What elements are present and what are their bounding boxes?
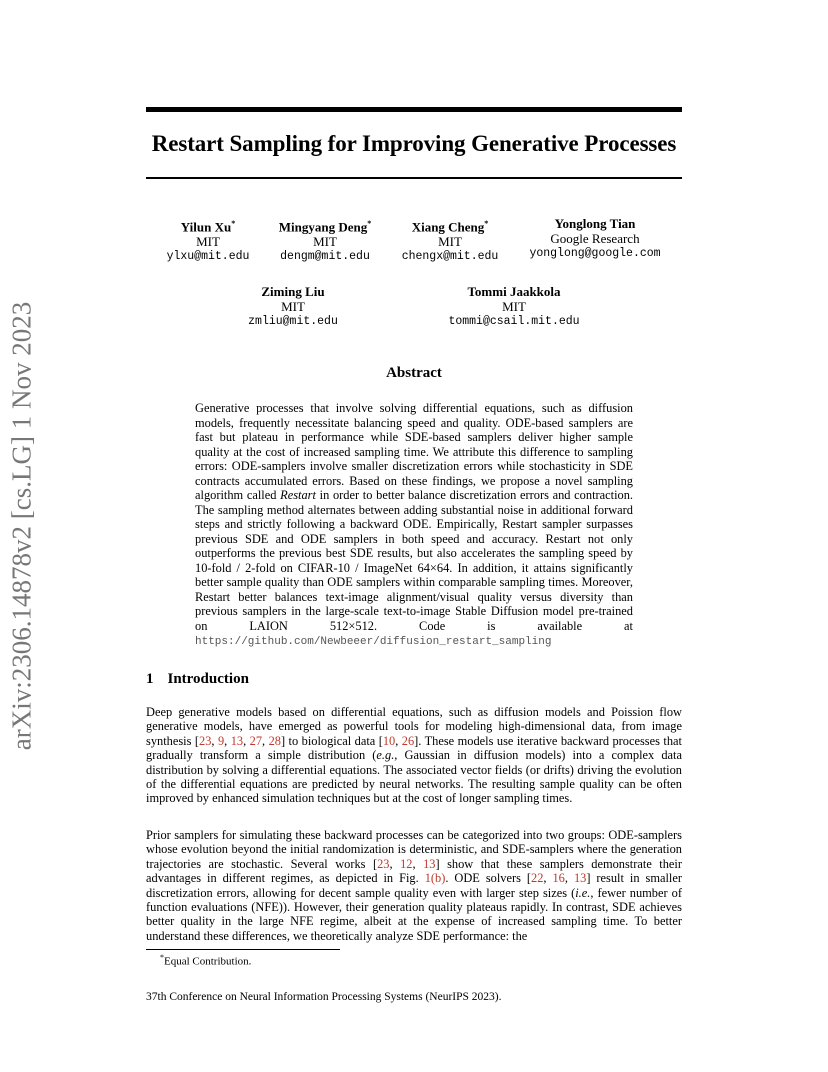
citation-link[interactable]: 12 [400, 856, 413, 871]
author-block [392, 216, 508, 264]
code-link[interactable]: https://github.com/Newbeeer/diffusion_restart_sampling [195, 636, 552, 648]
citation-link[interactable]: 26 [401, 733, 415, 748]
author-block [270, 216, 380, 264]
author-affiliation: MIT [502, 299, 526, 314]
author-block [434, 284, 594, 329]
footnote-rule [146, 949, 340, 950]
author-name: Tommi Jaakkola [467, 284, 561, 299]
section-heading [146, 671, 249, 688]
intro-paragraph-2: Prior samplers for simulating these backward processes can be categorized into two groups: ODE-samplers whose evolution beyond the initial randomization is deterministic, and SDE-samplers where the generation trajectories are stochastic. Several works [23, 12, 13] show that these samplers demonstrate their advantages in different regimes, as depicted in Fig. 1(b). ODE solvers [22, 16, 13] result in smaller discretization errors, allowing for decent sample quality even with larger step sizes (i.e., fewer number of function evaluations (NFE)). However, their generation quality plateaus rapidly. In contrast, SDE achieves better quality in the large NFE regime, albeit at the expense of increased sampling time. To better understand these differences, we theoretically analyze SDE performance: the [146, 828, 683, 943]
author-affiliation: MIT [196, 234, 220, 250]
author-block [522, 216, 668, 261]
section-title: Introduction [167, 671, 249, 687]
abstract-heading: Abstract [386, 365, 442, 381]
author-affiliation: MIT [313, 234, 337, 250]
author-name: Mingyang Deng* [278, 219, 372, 235]
citation-link[interactable]: 9 [217, 733, 225, 748]
author-block [163, 216, 253, 264]
author-affiliation: MIT [281, 299, 305, 314]
paper-title: Restart Sampling for Improving Generative Processes [151, 131, 677, 156]
citation-link[interactable]: 13 [573, 871, 587, 886]
citation-link[interactable]: 28 [268, 733, 281, 748]
author-email[interactable]: chengx@mit.edu [401, 250, 499, 264]
citation-link[interactable]: 23 [199, 733, 212, 748]
title-bottom-rule [146, 177, 682, 179]
figure-link[interactable]: 1(b) [424, 871, 446, 886]
author-name: Yonglong Tian [554, 216, 636, 231]
author-email[interactable]: yonglong@google.com [529, 247, 661, 260]
section-number: 1 [146, 671, 154, 687]
intro-paragraph-1: Deep generative models based on differential equations, such as diffusion models and Poission flow generative models, have emerged as powerful tools for modeling high-dimensional data, from image synthesis [23, 9, 13, 27, 28] to biological data [10, 26]. These models use iterative backward processes that gradually transform a simple distribution (e.g., Gaussian in diffusion models) into a complex data distribution by solving a differential equations. The associated vector fields (or drifts) driving the evolution of the differential equations are predicted by neural networks. The resulting sample quality can be often improved by enhanced simulation techniques but at the cost of longer sampling times. [146, 705, 682, 806]
footnote: *Equal Contribution. [160, 953, 252, 968]
abstract-text: Generative processes that involve solving differential equations, such as diffusion models, frequently necessitate balancing speed and quality. ODE-based samplers are fast but plateau in performance while SDE-based samplers deliver higher sample quality at the cost of increased sampling time. We attribute this difference to sampling errors: ODE-samplers involve smaller discretization errors while stochasticity in SDE contracts accumulated errors. Based on these findings, we propose a novel sampling algorithm called Restart in order to better balance discretization errors and contraction. The sampling method alternates between adding substantial noise in additional forward steps and strictly following a backward ODE. Empirically, Restart sampler surpasses previous SDE and ODE samplers in both speed and accuracy. Restart not only outperforms the previous best SDE results, but also accelerates the sampling speed by 10-fold / 2-fold on CIFAR-10 / ImageNet 64×64. In addition, it attains significantly better sample quality than ODE samplers within comparable sampling times. Moreover, Restart better balances text-image alignment/visual quality versus diversity than previous samplers in the large-scale text-to-image Stable Diffusion model pre-trained on LAION 512×512. Code is available at https://github.com/Newbeeer/diffusion_restart_sampling [195, 401, 634, 648]
author-affiliation: MIT [438, 234, 462, 250]
citation-link[interactable]: 23 [377, 856, 390, 871]
citation-link[interactable]: 13 [423, 856, 436, 871]
author-name: Yilun Xu* [180, 219, 236, 235]
author-block [233, 284, 353, 329]
author-name: Ziming Liu [261, 284, 325, 299]
citation-link[interactable]: 10 [382, 733, 396, 748]
citation-link[interactable]: 16 [552, 871, 565, 886]
author-affiliation: Google Research [550, 231, 640, 246]
arxiv-stamp: arXiv:2306.14878v2 [cs.LG] 1 Nov 2023 [6, 301, 37, 751]
title-top-rule [146, 107, 682, 112]
author-email[interactable]: zmliu@mit.edu [248, 315, 338, 328]
citation-link[interactable]: 13 [230, 733, 244, 748]
author-email[interactable]: dengm@mit.edu [280, 250, 370, 264]
author-email[interactable]: tommi@csail.mit.edu [448, 315, 580, 328]
conference-note: 37th Conference on Neural Information Processing Systems (NeurIPS 2023). [146, 991, 502, 1003]
citation-link[interactable]: 27 [249, 733, 263, 748]
citation-link[interactable]: 22 [531, 871, 544, 886]
author-name: Xiang Cheng* [411, 219, 489, 235]
author-email[interactable]: ylxu@mit.edu [166, 250, 250, 264]
